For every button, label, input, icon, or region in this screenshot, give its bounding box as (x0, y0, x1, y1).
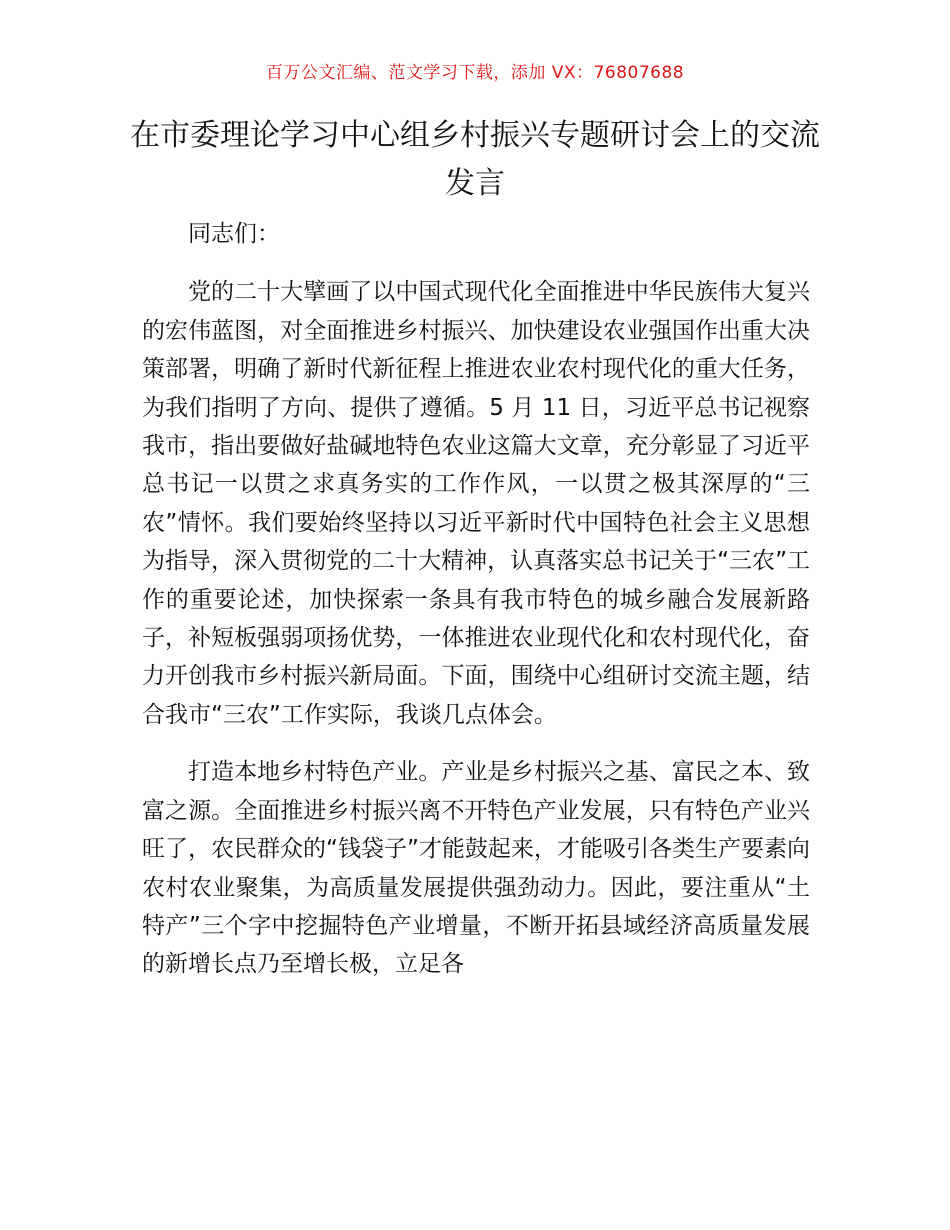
document-title: 在市委理论学习中心组乡村振兴专题研讨会上的交流发言 (130, 118, 820, 201)
document-body (142, 215, 810, 1003)
header-download-note: 百万公文汇编、范文学习下载，添加 VX：76807688 (265, 63, 685, 83)
greeting-line: 同志们： (188, 221, 280, 247)
body-paragraph: 打造本地乡村特色产业。产业是乡村振兴之基、富民之本、致富之源。全面推进乡村振兴离不开特色产业发展，只有特色产业兴旺了，农民群众的“钱袋子”才能鼓起来，才能吸引各类生产要素向农村农业聚集，为高质量发展提供强劲动力。因此，要注重从“土特产”三个字中挖掘特色产业增量，不断开拓县域经济高质量发展的新增长点乃至增长极，立足各 (142, 759, 810, 978)
body-paragraph: 党的二十大擘画了以中国式现代化全面推进中华民族伟大复兴的宏伟蓝图，对全面推进乡村振兴、加快建设农业强国作出重大决策部署，明确了新时代新征程上推进农业农村现代化的重大任务，为我们指明了方向、提供了遵循。5 月 11 日，习近平总书记视察我市，指出要做好盐碱地特色农业这篇大文章，充分彰显了习近平总书记一以贯之求真务实的工作作风，一以贯之极其深厚的“三农”情怀。我们要始终坚持以习近平新时代中国特色社会主义思想为指导，深入贯彻党的二十大精神，认真落实总书记关于“三农”工作的重要论述，加快探索一条具有我市特色的城乡融合发展新路子，补短板强弱项扬优势，一体推进农业现代化和农村现代化，奋力开创我市乡村振兴新局面。下面，围绕中心组研讨交流主题，结合我市“三农”工作实际，我谈几点体会。 (142, 279, 810, 728)
